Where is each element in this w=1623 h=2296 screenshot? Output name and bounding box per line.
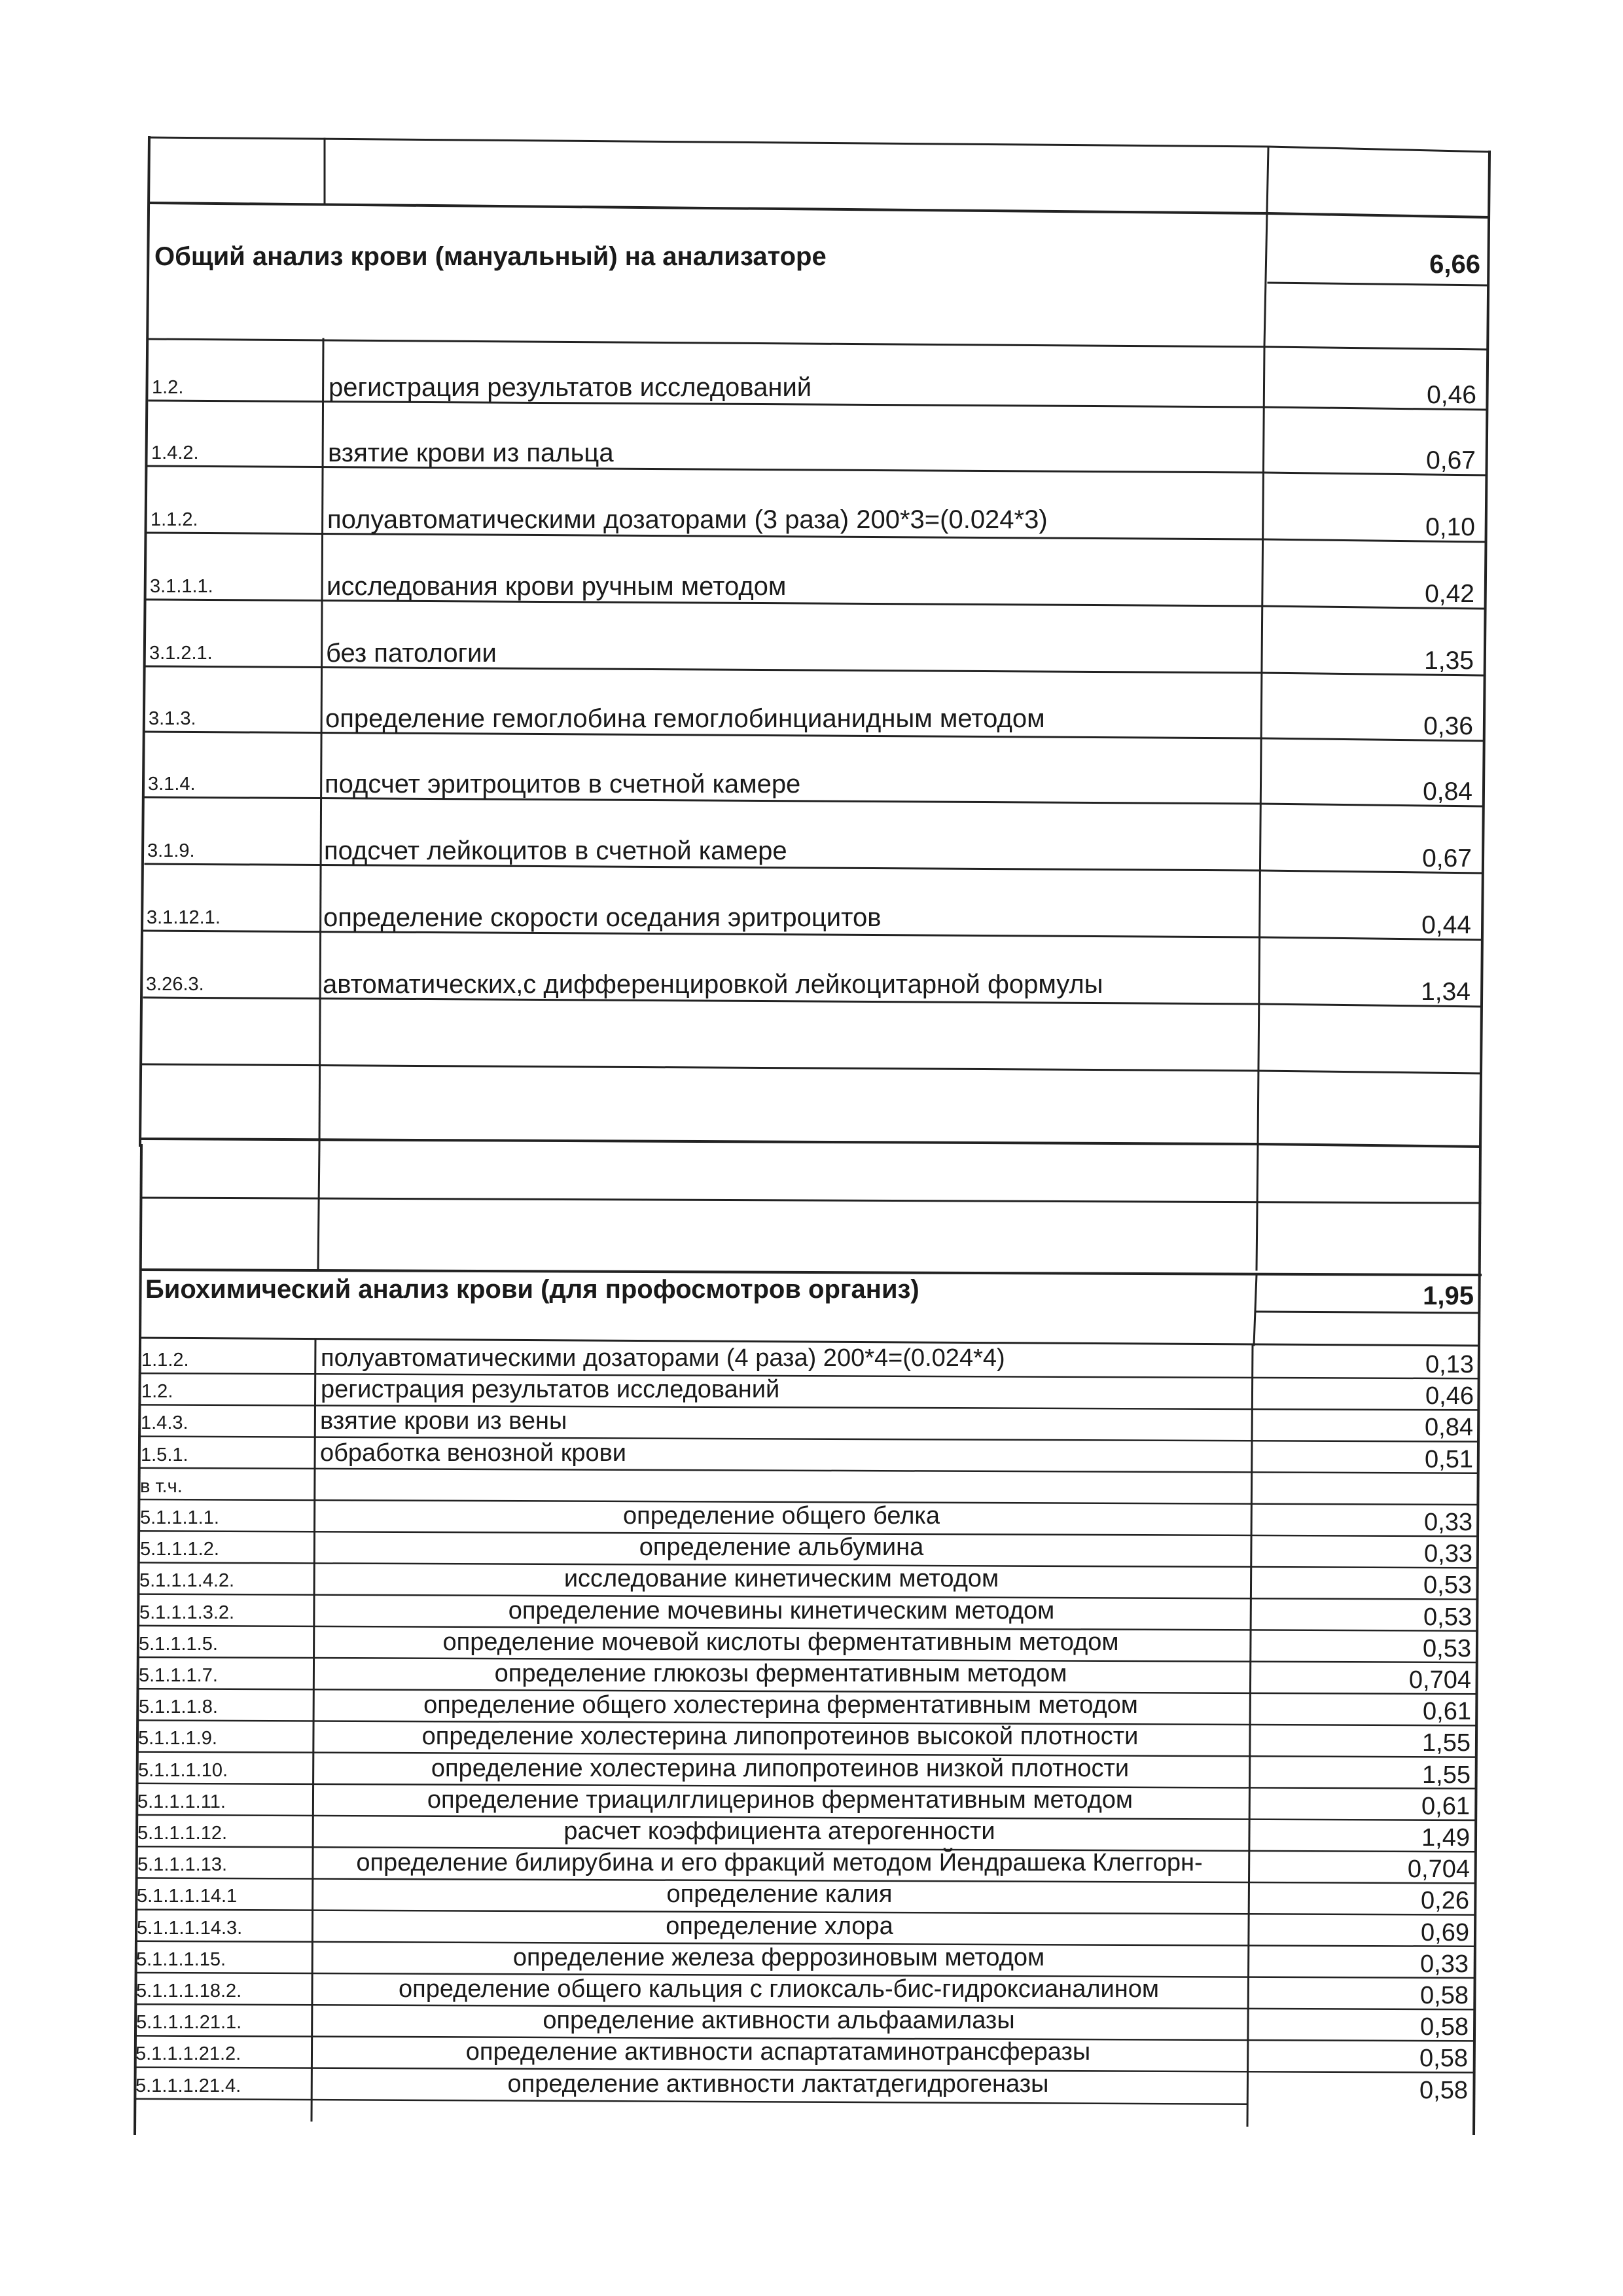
section-1-row-value: 0,42 (1425, 580, 1474, 608)
section-2-total: 1,95 (1423, 1282, 1474, 1310)
section-1-row-code: 1.1.2. (151, 509, 198, 530)
section-2-row-name: регистрация результатов исследований (321, 1376, 780, 1404)
section-1-row-value: 0,67 (1426, 446, 1476, 475)
section-2-row-name: определение мочевины кинетическим методом (508, 1596, 1055, 1624)
section-2-row-name: определение калия (666, 1880, 893, 1909)
section-2-row-code: в т.ч. (140, 1475, 183, 1497)
section-2-row-rule (139, 1468, 1477, 1473)
section-1-row-name: взятие крови из пальца (328, 439, 614, 467)
section-2-row-value: 0,704 (1408, 1666, 1471, 1694)
section-2-row-name: определение альбумина (639, 1534, 924, 1562)
section-1-row-code: 3.26.3. (146, 974, 204, 995)
section-2-row-name: определение триацилглицеринов ферментативным методом (427, 1785, 1133, 1814)
section-2-row-code: 5.1.1.1.18.2. (136, 1981, 242, 2001)
section-2-row-code: 5.1.1.1.14.1 (137, 1886, 238, 1907)
section-2-row-code: 5.1.1.1.11. (137, 1791, 226, 1812)
section-2-row-value: 0,69 (1421, 1918, 1469, 1946)
section-1-row-code: 3.1.4. (148, 774, 196, 795)
section-2-row-value: 0,58 (1420, 1982, 1469, 2009)
section-2-row-value: 0,26 (1421, 1887, 1469, 1915)
section-2-row-code: 5.1.1.1.5. (139, 1633, 218, 1655)
section-1-row-value: 0,67 (1422, 844, 1472, 872)
section-2-row-name: обработка венозной крови (320, 1439, 627, 1467)
section-1-row-value: 1,35 (1424, 647, 1474, 675)
section-2-row-value: 0,84 (1425, 1414, 1473, 1442)
section-2-row-code: 5.1.1.1.8. (139, 1696, 218, 1718)
section-1-row-name: полуавтоматическими дозаторами (3 раза) 200*3=(0.024*3) (327, 505, 1048, 534)
section-1-row-name: регистрация результатов исследований (329, 373, 812, 402)
section-1-row-value: 0,46 (1427, 381, 1476, 409)
section-2-row-code: 5.1.1.1.14.3. (137, 1917, 243, 1939)
section-2-row-name: определение глюкозы ферментативным методом (494, 1660, 1067, 1687)
section-1-row-value: 0,84 (1423, 778, 1472, 806)
section-2-row-code: 5.1.1.1.21.4. (135, 2075, 241, 2096)
section-2-row-value: 1,49 (1421, 1824, 1470, 1852)
section-2-row-value: 0,33 (1424, 1540, 1472, 1568)
section-2-row-value: 0,53 (1423, 1603, 1472, 1631)
section-2-row-code: 5.1.1.1.4.2. (139, 1570, 235, 1592)
section-2-row-code: 5.1.1.1.21.2. (135, 2043, 241, 2065)
section-2-row-code: 5.1.1.1.2. (140, 1539, 219, 1560)
section-2-row-name: определение общего белка (623, 1502, 940, 1530)
section-2-row-value: 0,53 (1423, 1634, 1471, 1662)
section-2-row-value: 0,53 (1423, 1571, 1472, 1600)
section-2-row-name: определение железа феррозиновым методом (512, 1943, 1045, 1971)
section-1-total: 6,66 (1429, 250, 1480, 279)
section-1-row-name: исследования крови ручным методом (327, 572, 787, 601)
section-2-row-name: определение общего холестерина ферментативным методом (423, 1691, 1138, 1719)
section-1-row-value: 0,10 (1425, 513, 1475, 541)
section-2-row-value: 1,55 (1422, 1729, 1471, 1757)
section-1-row-name: автоматических,с дифференцировкой лейкоцитарной формулы (323, 970, 1103, 999)
section-1-row-code: 3.1.3. (149, 708, 196, 729)
section-2-row-code: 5.1.1.1.21.1. (136, 2012, 242, 2034)
section-2-row-value: 1,55 (1422, 1761, 1471, 1789)
section-2-row-code: 5.1.1.1.12. (137, 1823, 228, 1844)
section-1-row-name: подсчет эритроцитов в счетной камере (325, 770, 801, 798)
section-2-row-name: определение холестерина липопротеинов низкой плотности (431, 1754, 1130, 1782)
section-2-row-name: определение билирубина и его фракций методом Йендрашека Клеггорн- (356, 1849, 1203, 1877)
section-1-row-code: 3.1.2.1. (149, 643, 213, 664)
section-2-row-value: 0,33 (1420, 1950, 1469, 1978)
section-1-row-name: без патологии (326, 639, 497, 668)
section-2-row-name: определение общего кальция с глиоксаль-бис-гидроксианалином (399, 1975, 1159, 2003)
section-1-row-code: 3.1.9. (147, 840, 195, 861)
section-2-row-value: 0,704 (1407, 1856, 1470, 1884)
section-2-row-value: 0,58 (1419, 2076, 1468, 2104)
section-2-row-code: 5.1.1.1.7. (139, 1665, 218, 1686)
section-2-row-code: 5.1.1.1.9. (138, 1728, 217, 1749)
section-2-row-code: 1.2. (141, 1381, 173, 1403)
section-2-row-name: исследование кинетическим методом (563, 1565, 999, 1593)
section-2-row-value: 0,58 (1419, 2045, 1468, 2073)
section-2-row-name: полуавтоматическими дозаторами (4 раза) 200*4=(0.024*4) (321, 1344, 1005, 1372)
section-2-row-name: определение холестерина липопротеинов высокой плотности (421, 1723, 1139, 1751)
section-2-row-name: определение активности альфаамилазы (543, 2007, 1015, 2035)
section-2-row-name: определение хлора (666, 1912, 893, 1940)
section-2-row-value: 0,61 (1423, 1698, 1471, 1726)
section-2-row-code: 5.1.1.1.15. (136, 1948, 226, 1970)
section-2-row-name: расчет коэффициента атерогенности (563, 1818, 995, 1845)
section-2-row-name: определение активности аспартатаминотрансферазы (465, 2038, 1091, 2066)
section-2-row-code: 5.1.1.1.13. (137, 1854, 228, 1876)
section-2-row-value: 0,46 (1425, 1382, 1474, 1410)
section-2-row-value: 0,33 (1424, 1509, 1472, 1536)
section-2-row-rule (135, 2099, 1247, 2104)
section-2-row-code: 1.1.2. (141, 1350, 189, 1371)
section-2-row-code: 5.1.1.1.1. (140, 1507, 219, 1528)
section-1-row-code: 1.2. (152, 377, 184, 398)
section-1-row-value: 0,36 (1423, 712, 1473, 740)
section-2-row-value: 0,51 (1425, 1445, 1473, 1473)
section-2-row-name: взятие крови из вены (320, 1407, 567, 1435)
section-1-row-code: 3.1.12.1. (147, 907, 221, 928)
section-1-row-name: определение скорости оседания эритроцитов (323, 903, 882, 932)
section-1-row-value: 1,34 (1421, 978, 1471, 1006)
section-2-row-code: 1.5.1. (141, 1444, 188, 1465)
section-2-row-value: 0,13 (1425, 1351, 1474, 1378)
section-1-row-code: 3.1.1.1. (150, 576, 213, 597)
section-1-row-code: 1.4.2. (151, 442, 199, 463)
section-2-row-value: 0,61 (1421, 1792, 1470, 1820)
section-2-row-code: 5.1.1.1.3.2. (139, 1602, 235, 1623)
section-1-row-name: подсчет лейкоцитов в счетной камере (324, 836, 787, 865)
section-1-row-name: определение гемоглобина гемоглобинцианидным методом (325, 704, 1045, 733)
section-2-row-code: 5.1.1.1.10. (138, 1759, 228, 1781)
section-1-row-value: 0,44 (1421, 911, 1471, 939)
section-2-row-code: 1.4.3. (141, 1412, 188, 1434)
section-2-row-name: определение мочевой кислоты ферментативным методом (442, 1628, 1119, 1656)
section-2-row-name: определение активности лактатдегидрогеназы (507, 2070, 1049, 2098)
section-2-row-value: 0,58 (1420, 2013, 1469, 2041)
section-2-title: Биохимический анализ крови (для профосмотров организ) (145, 1275, 919, 1304)
section-1-title: Общий анализ крови (мануальный) на анализаторе (154, 242, 827, 271)
